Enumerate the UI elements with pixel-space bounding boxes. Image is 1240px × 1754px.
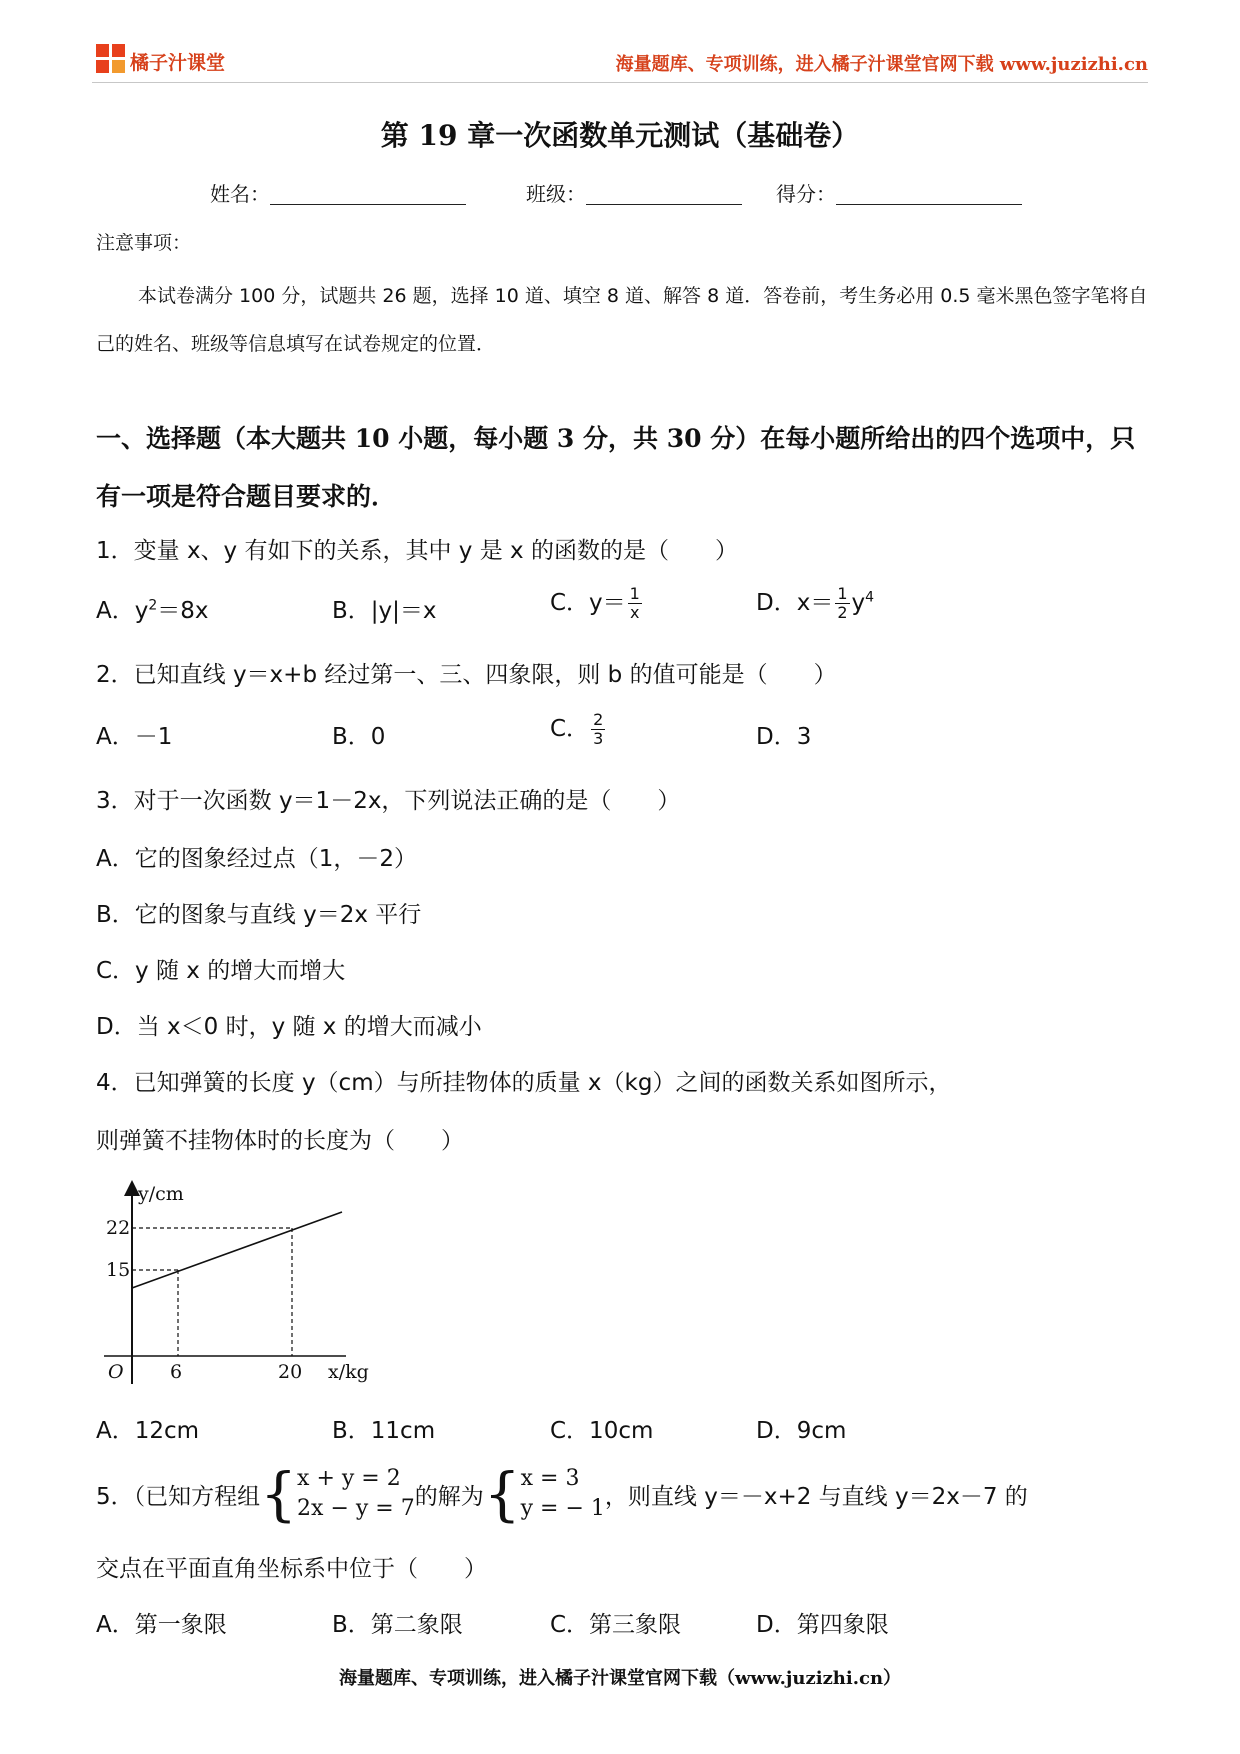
spring-length-graph: [96, 1178, 396, 1398]
fraction: $\frac{1}{2}$: [837, 584, 848, 622]
q3-option-d[interactable]: D．当 x＜0 时，y 随 x 的增大而减小: [96, 1014, 482, 1040]
question-2-stem: 2．已知直线 y＝x+b 经过第一、三、四象限，则 b 的值可能是（ ）: [96, 662, 837, 688]
question-3-stem: 3．对于一次函数 y＝1－2x，下列说法正确的是（ ）: [96, 788, 681, 814]
question-5-stem-continued: 交点在平面直角坐标系中位于（ ）: [96, 1556, 487, 1582]
origin-label: O: [108, 1361, 124, 1383]
header-ad: 海量题库、专项训练，进入橘子汁课堂官网下载 www.juzizhi.cn: [615, 54, 1148, 75]
x-tick-label: 6: [170, 1361, 183, 1383]
page-title: 第 19 章一次函数单元测试（基础卷）: [380, 119, 860, 152]
q5-option-c[interactable]: C．第三象限: [550, 1612, 682, 1638]
question-5-stem: 5．（已知方程组 { x + y = 2 2x − y = 7 的解为 { x = 3 y = − 1 ，则直线 y＝－x+2 与直线 y＝2x－7 的: [96, 1460, 1028, 1528]
q4-option-d[interactable]: D．9cm: [756, 1418, 847, 1444]
q3-option-c[interactable]: C．y 随 x 的增大而增大: [96, 958, 346, 984]
x-axis-label: x/kg: [328, 1361, 369, 1383]
q5-option-a[interactable]: A．第一象限: [96, 1612, 227, 1638]
q1-option-d[interactable]: D．x＝ $\frac{1}{2}$ $y^4$: [756, 584, 875, 622]
x-tick-label: 20: [278, 1361, 303, 1383]
q1-option-b[interactable]: B．|y|＝x: [332, 598, 437, 624]
y-tick-label: 15: [106, 1259, 131, 1281]
question-1-stem: 1．变量 x、y 有如下的关系，其中 y 是 x 的函数的是（ ）: [96, 538, 738, 564]
fraction: $\frac{2}{3}$: [593, 710, 604, 748]
y-tick-label: 22: [106, 1217, 131, 1239]
q4-option-b[interactable]: B．11cm: [332, 1418, 436, 1444]
q3-option-b[interactable]: B．它的图象与直线 y＝2x 平行: [96, 902, 422, 928]
brand-name: 橘子汁课堂: [130, 52, 226, 74]
q2-option-a[interactable]: A．－1: [96, 724, 173, 750]
solution-system: { x = 3 y = − 1: [483, 1460, 605, 1528]
equation-system: { x + y = 2 2x − y = 7: [260, 1460, 415, 1528]
header-divider: [92, 82, 1148, 83]
q1-option-c[interactable]: C．y＝ $\frac{1}{x}$: [550, 584, 640, 622]
q3-option-a[interactable]: A．它的图象经过点（1，－2）: [96, 846, 418, 872]
q2-option-c[interactable]: C． $\frac{2}{3}$: [550, 710, 604, 748]
q4-option-a[interactable]: A．12cm: [96, 1418, 200, 1444]
brand-logo-icon: [96, 44, 126, 74]
q1-option-a[interactable]: A．$y^2=8x$: [96, 597, 209, 624]
name-field[interactable]: 姓名：: [210, 178, 466, 207]
function-line: [132, 1212, 342, 1288]
score-field[interactable]: 得分：: [776, 178, 1022, 207]
q5-option-d[interactable]: D．第四象限: [756, 1612, 889, 1638]
q4-option-c[interactable]: C．10cm: [550, 1418, 654, 1444]
section-heading: 一、选择题（本大题共 10 小题，每小题 3 分，共 30 分）在每小题所给出的四个选项中，只有一项是符合题目要求的．: [96, 424, 1136, 511]
q2-option-d[interactable]: D．3: [756, 724, 812, 750]
fraction: $\frac{1}{x}$: [629, 584, 640, 622]
notice-title: 注意事项：: [96, 232, 192, 254]
q2-option-b[interactable]: B．0: [332, 724, 386, 750]
question-4-stem-continued: 则弹簧不挂物体时的长度为（ ）: [96, 1128, 464, 1154]
q5-option-b[interactable]: B．第二象限: [332, 1612, 463, 1638]
class-field[interactable]: 班级：: [526, 178, 742, 207]
question-4-stem: 4．已知弹簧的长度 y（cm）与所挂物体的质量 x（kg）之间的函数关系如图所示，: [96, 1070, 952, 1096]
notice-body: 本试卷满分 100 分，试题共 26 题，选择 10 道、填空 8 道、解答 8 道．答卷前，考生务必用 0.5 毫米黑色签字笔将自己的姓名、班级等信息填写在试卷规定的位置．: [96, 285, 1148, 355]
y-axis-label: y/cm: [138, 1183, 184, 1205]
page-footer: 海量题库、专项训练，进入橘子汁课堂官网下载（www.juzizhi.cn）: [338, 1668, 902, 1689]
